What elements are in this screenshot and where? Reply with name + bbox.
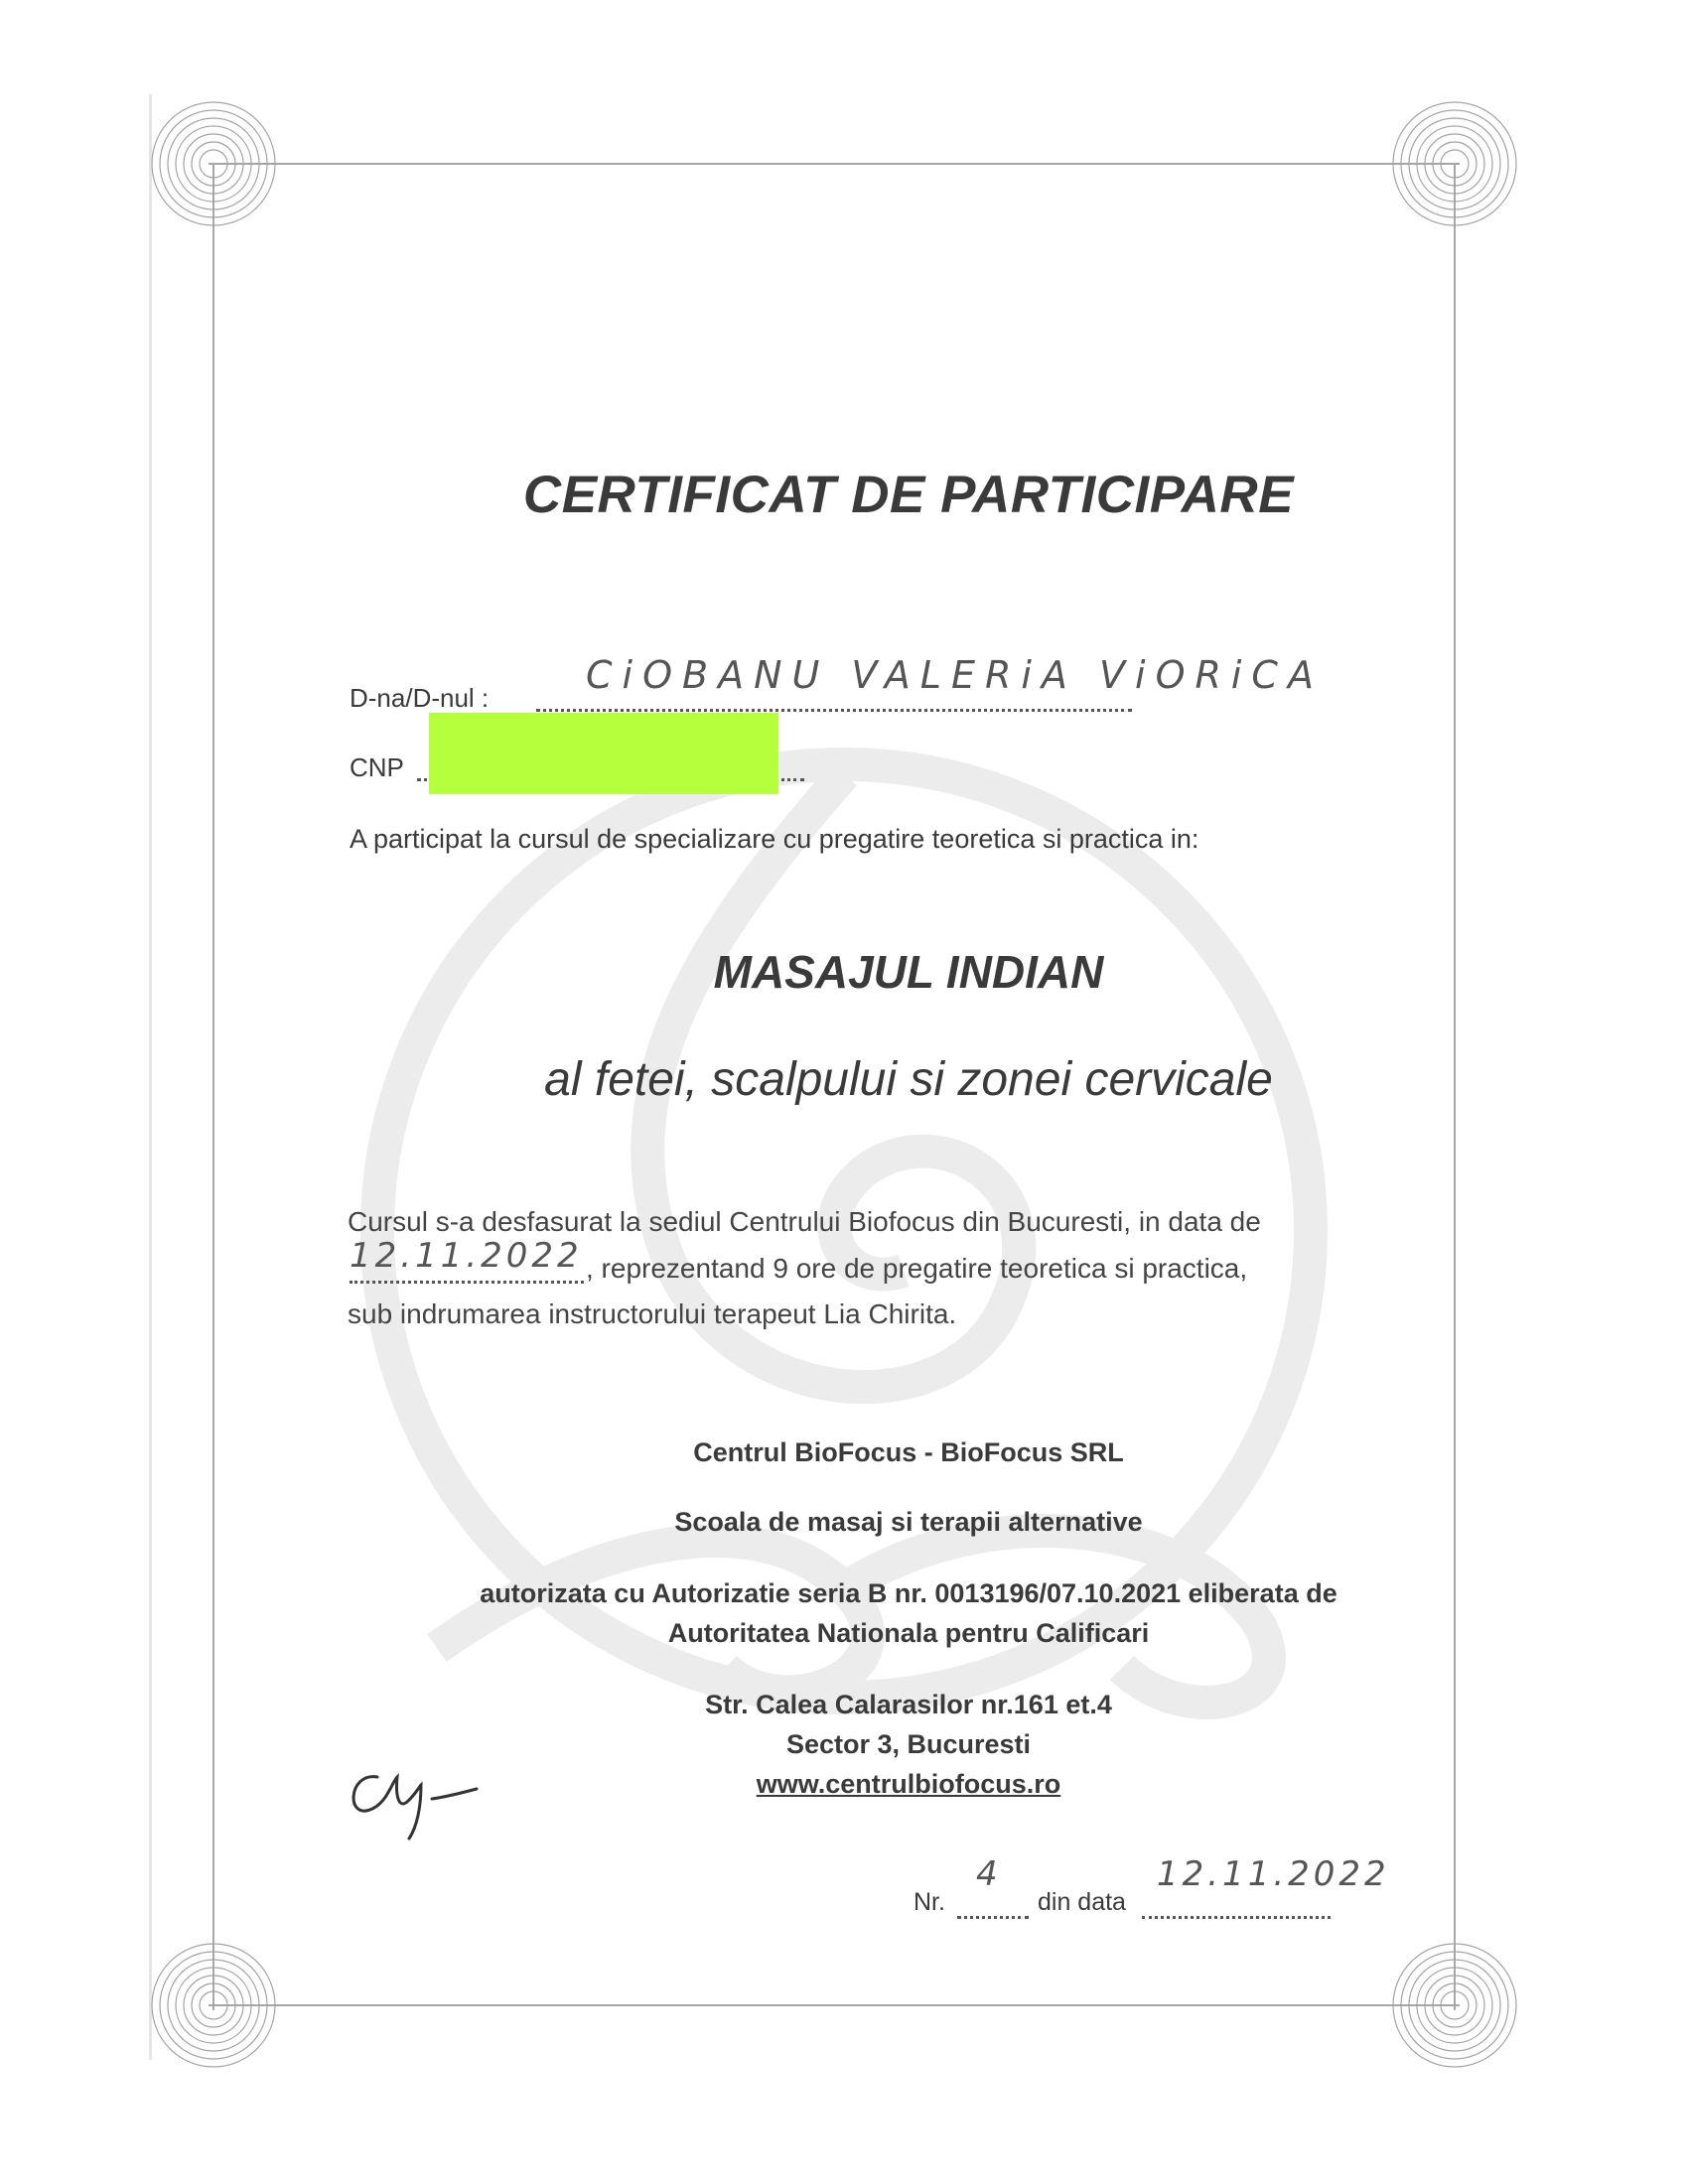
- course-details-line-2: , reprezentand 9 ore de pregatire teoretica si practica,: [586, 1253, 1248, 1284]
- cnp-redaction: [429, 713, 778, 794]
- issuer-school: Scoala de masaj si terapii alternative: [674, 1507, 1143, 1537]
- date-dotted-line: [1142, 1916, 1331, 1919]
- course-title: MASAJUL INDIAN: [713, 946, 1104, 998]
- date-label: din data: [1038, 1888, 1126, 1916]
- issuer-name: Centrul BioFocus - BioFocus SRL: [693, 1437, 1124, 1467]
- recipient-label: D-na/D-nul :: [350, 683, 490, 713]
- website-link[interactable]: www.centrulbiofocus.ro: [756, 1769, 1061, 1799]
- certificate-title: CERTIFICAT DE PARTICIPARE: [522, 466, 1295, 524]
- authorization-line-1: autorizata cu Autorizatie seria B nr. 0013196/07.10.2021 eliberata de: [480, 1578, 1337, 1608]
- signature: [338, 1747, 506, 1846]
- authorization-line-2: Autoritatea Nationala pentru Calificari: [667, 1618, 1150, 1648]
- address-line-2: Sector 3, Bucuresti: [785, 1729, 1032, 1759]
- nr-label: Nr.: [914, 1888, 945, 1916]
- recipient-name-handwritten: CiOBANU VALERiA ViORiCA: [586, 653, 1324, 697]
- participation-text: A participat la cursul de specializare cu pregatire teoretica si practica in:: [350, 824, 1199, 854]
- course-details-line-3: sub indrumarea instructorului terapeut Lia Chirita.: [348, 1298, 957, 1329]
- recipient-dotted-line: [536, 709, 1132, 712]
- nr-value-handwritten: 4: [976, 1854, 1004, 1894]
- date-value-handwritten: 12.11.2022: [1157, 1854, 1390, 1894]
- course-subtitle: al fetei, scalpului si zonei cervicale: [544, 1053, 1273, 1106]
- course-date-handwritten: 12.11.2022: [350, 1236, 583, 1276]
- nr-dotted-line: [957, 1916, 1029, 1919]
- address-line-1: Str. Calea Calarasilor nr.161 et.4: [705, 1690, 1112, 1719]
- course-date-dotted-line: [350, 1281, 584, 1284]
- course-details-line-1: Cursul s-a desfasurat la sediul Centrului Biofocus din Bucuresti, in data de: [348, 1206, 1261, 1237]
- cnp-label: CNP: [350, 752, 404, 782]
